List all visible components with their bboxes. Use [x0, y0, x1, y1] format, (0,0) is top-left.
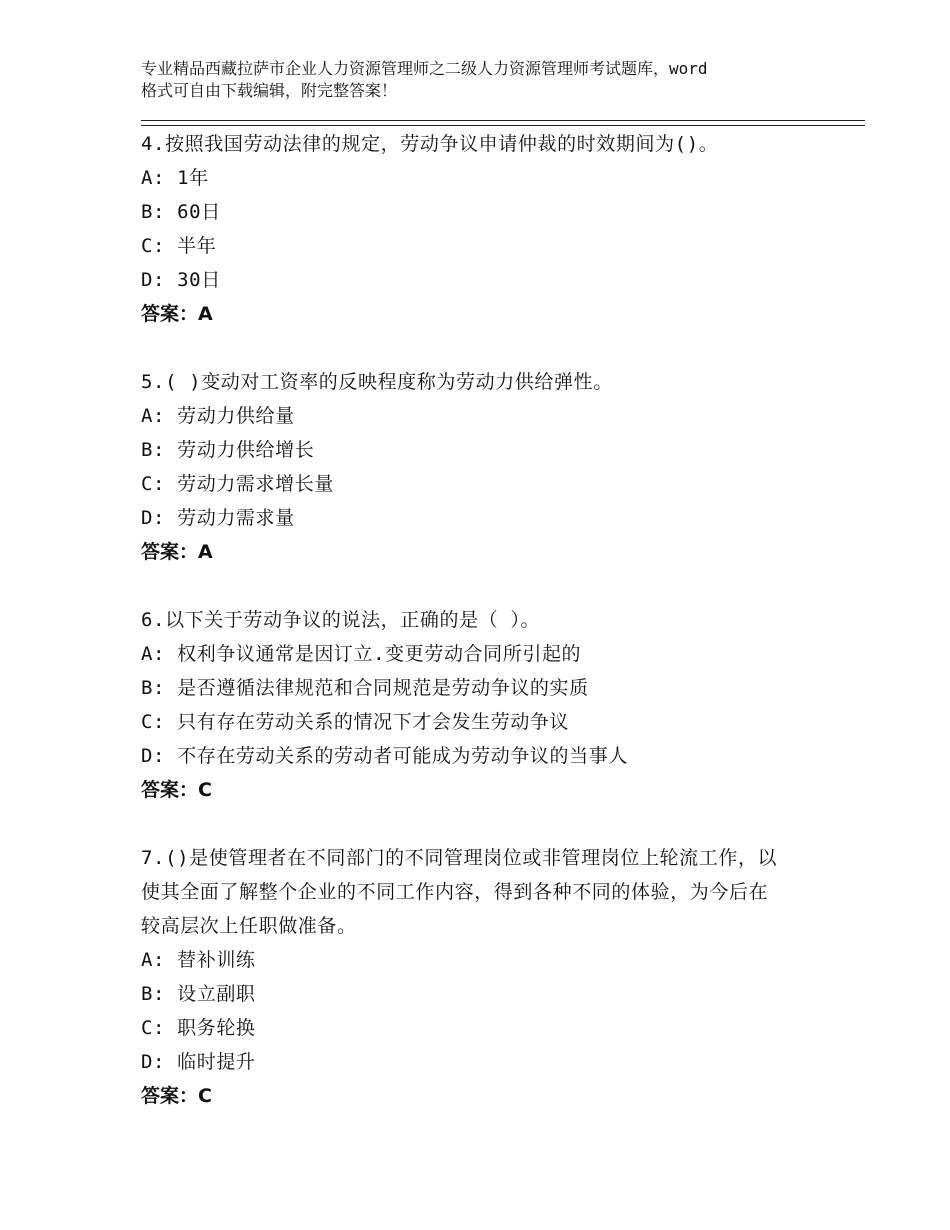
question-5: [141, 365, 841, 569]
option-d: D: 劳动力需求量: [141, 507, 295, 529]
question-stem: 4.按照我国劳动法律的规定，劳动争议申请仲裁的时效期间为()。: [141, 133, 719, 155]
answer-line: 答案：C: [141, 779, 212, 801]
question-stem: 5.( )变动对工资率的反映程度称为劳动力供给弹性。: [141, 371, 613, 393]
option-d: D: 不存在劳动关系的劳动者可能成为劳动争议的当事人: [141, 745, 628, 767]
option-b: B: 劳动力供给增长: [141, 439, 315, 461]
question-list: [141, 127, 841, 1113]
option-b: B: 设立副职: [141, 983, 256, 1005]
answer-line: 答案：A: [141, 541, 213, 563]
question-stem: 7.()是使管理者在不同部门的不同管理岗位或非管理岗位上轮流工作，以使其全面了解整个企业的不同工作内容，得到各种不同的体验，为今后在较高层次上任职做准备。: [141, 847, 778, 937]
answer-line: 答案：A: [141, 303, 213, 325]
header-divider-bottom: [141, 125, 865, 126]
option-d: D: 临时提升: [141, 1051, 256, 1073]
question-spacer: [141, 569, 841, 603]
option-c: C: 半年: [141, 235, 217, 257]
question-6: [141, 603, 841, 807]
question-stem: 6.以下关于劳动争议的说法，正确的是（ ）。: [141, 609, 541, 631]
option-b: B: 60日: [141, 201, 221, 223]
question-7: [141, 841, 841, 1113]
option-a: A: 替补训练: [141, 949, 256, 971]
question-4: [141, 127, 841, 331]
question-spacer: [141, 807, 841, 841]
answer-line: 答案：C: [141, 1085, 212, 1107]
option-d: D: 30日: [141, 269, 221, 291]
question-spacer: [141, 331, 841, 365]
header-divider-top: [141, 120, 865, 121]
header-line-2: 格式可自由下载编辑，附完整答案！: [141, 81, 398, 100]
option-a: A: 1年: [141, 167, 209, 189]
option-c: C: 职务轮换: [141, 1017, 256, 1039]
header-line-1: 专业精品西藏拉萨市企业人力资源管理师之二级人力资源管理师考试题库，word: [141, 59, 708, 78]
option-b: B: 是否遵循法律规范和合同规范是劳动争议的实质: [141, 677, 589, 699]
option-c: C: 只有存在劳动关系的情况下才会发生劳动争议: [141, 711, 570, 733]
option-a: A: 权利争议通常是因订立.变更劳动合同所引起的: [141, 643, 582, 665]
document-header: [141, 58, 821, 102]
option-c: C: 劳动力需求增长量: [141, 473, 334, 495]
option-a: A: 劳动力供给量: [141, 405, 295, 427]
